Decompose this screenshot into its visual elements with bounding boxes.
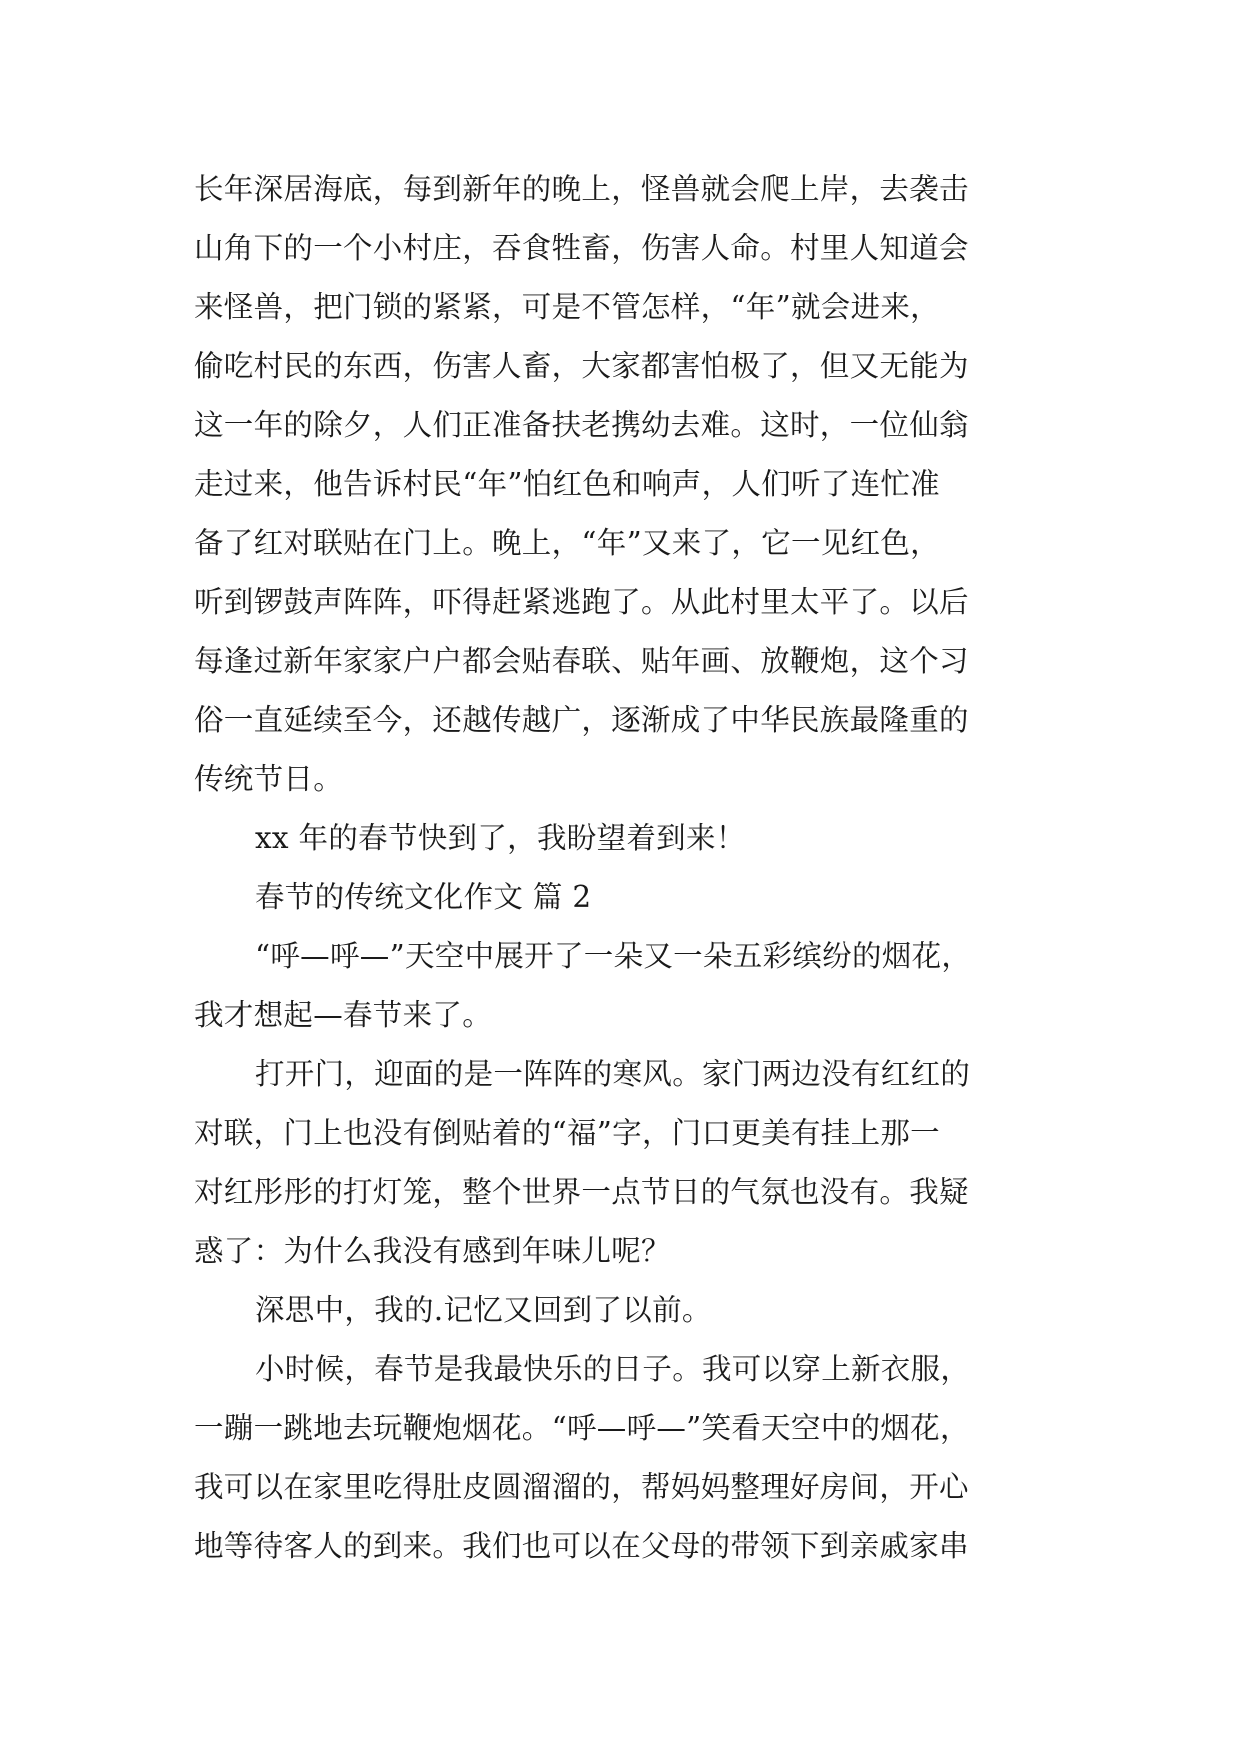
text-line: 备了红对联贴在门上。晚上，“年”又来了，它一见红色， (194, 526, 940, 560)
text-line: 一蹦一跳地去玩鞭炮烟花。“呼—呼—”笑看天空中的烟花， (194, 1411, 970, 1445)
text-line: 俗一直延续至今，还越传越广，逐渐成了中华民族最隆重的 (194, 703, 969, 737)
text-line: 听到锣鼓声阵阵，吓得赶紧逃跑了。从此村里太平了。以后 (194, 585, 969, 619)
text-line: 我可以在家里吃得肚皮圆溜溜的，帮妈妈整理好房间，开心 (194, 1470, 969, 1504)
paragraph-first-line: 小时候，春节是我最快乐的日子。我可以穿上新衣服， (255, 1352, 971, 1386)
text-line: 走过来，他告诉村民“年”怕红色和响声，人们听了连忙准 (194, 467, 940, 501)
essay-text (194, 160, 1054, 1576)
text-line: 偷吃村民的东西，伤害人畜，大家都害怕极了，但又无能为 (194, 349, 969, 383)
text-line: 对红彤彤的打灯笼，整个世界一点节日的气氛也没有。我疑 (194, 1175, 969, 1209)
section-heading: 春节的传统文化作文 篇 2 (255, 880, 592, 914)
paragraph-first-line: xx 年的春节快到了，我盼望着到来！ (255, 821, 746, 855)
text-line: 我才想起—春节来了。 (194, 998, 492, 1032)
text-line: 这一年的除夕，人们正准备扶老携幼去难。这时，一位仙翁 (194, 408, 969, 442)
text-line: 传统节日。 (194, 762, 344, 796)
text-line: 每逢过新年家家户户都会贴春联、贴年画、放鞭炮，这个习 (194, 644, 969, 678)
paragraph-first-line: 打开门，迎面的是一阵阵的寒风。家门两边没有红红的 (255, 1057, 971, 1091)
paragraph-first-line: 深思中，我的.记忆又回到了以前。 (255, 1293, 712, 1327)
text-line: 山角下的一个小村庄，吞食牲畜，伤害人命。村里人知道会 (194, 231, 969, 265)
text-line: 长年深居海底，每到新年的晚上，怪兽就会爬上岸，去袭击 (194, 172, 969, 206)
paragraph-first-line: “呼—呼—”天空中展开了一朵又一朵五彩缤纷的烟花， (255, 939, 972, 973)
text-line: 对联，门上也没有倒贴着的“福”字，门口更美有挂上那一 (194, 1116, 940, 1150)
text-line: 惑了：为什么我没有感到年味儿呢？ (194, 1234, 671, 1268)
text-line: 地等待客人的到来。我们也可以在父母的带领下到亲戚家串 (194, 1529, 969, 1563)
text-line: 来怪兽，把门锁的紧紧，可是不管怎样，“年”就会进来， (194, 290, 940, 324)
